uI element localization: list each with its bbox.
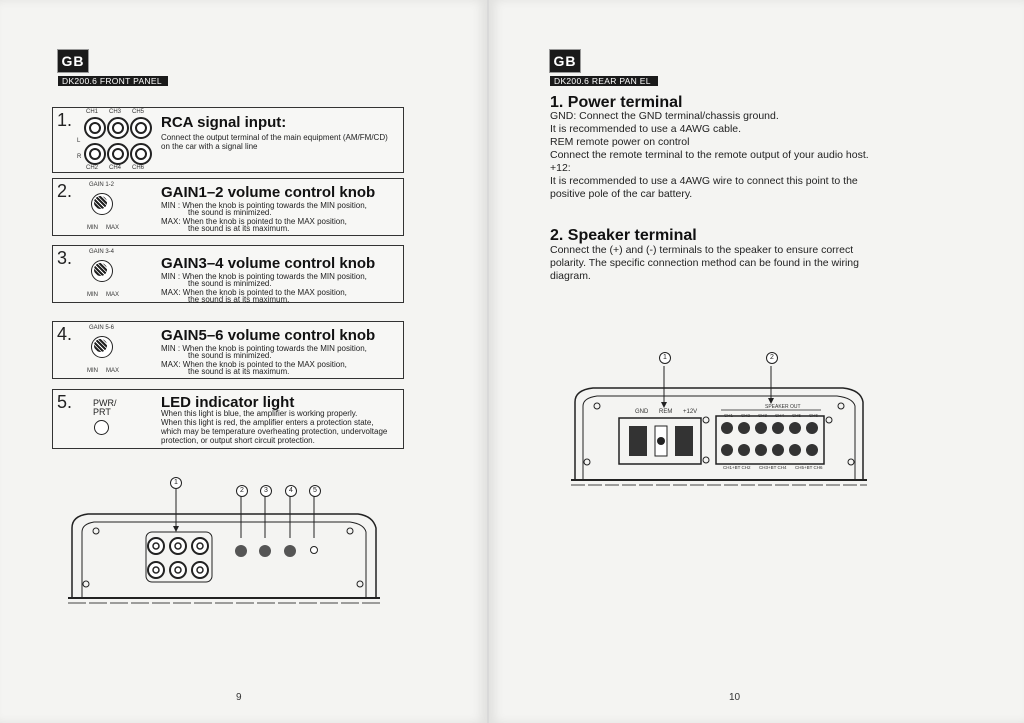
power-line-6: It is recommended to use a 4AWG wire to connect this point to the <box>550 175 858 187</box>
item-title: LED indicator light <box>161 394 295 411</box>
callout-3: 3 <box>260 485 272 497</box>
item-number: 4. <box>57 324 73 344</box>
gnd-label: GND <box>635 409 649 415</box>
power-line-5: +12: <box>550 162 571 174</box>
bridge-label-2: CH3+BT CH4 <box>759 465 787 470</box>
knob-min: MIN <box>87 292 98 298</box>
power-line-4: Connect the remote terminal to the remote output of your audio host. <box>550 149 869 161</box>
item-led-indicator <box>52 389 404 449</box>
page-number: 10 <box>729 692 741 703</box>
power-line-7: positive pole of the car battery. <box>550 188 693 200</box>
callout-1: 1 <box>170 477 182 489</box>
right-page <box>489 0 1024 723</box>
item-number: 1. <box>57 110 73 130</box>
item-number: 2. <box>57 181 73 201</box>
power-terminal-title: 1. Power terminal <box>550 94 683 111</box>
callout-5: 5 <box>309 485 321 497</box>
item-number: 5. <box>57 392 73 412</box>
rca-r-label: R <box>77 154 82 160</box>
bridge-label-1: CH1+BT CH2 <box>723 465 751 470</box>
speaker-line-3: diagram. <box>550 270 591 282</box>
section-label: DK200.6 FRONT PANEL <box>58 76 168 86</box>
gain-knob <box>91 193 113 215</box>
speaker-line-1: Connect the (+) and (-) terminals to the speaker to ensure correct <box>550 244 854 256</box>
max-line-2: the sound is at its maximum. <box>188 224 290 233</box>
max-line: MAX: When the knob is pointed to the MAX position, <box>161 217 347 226</box>
bridge-label-3: CH5+BT CH6 <box>795 465 823 470</box>
item-number: 3. <box>57 248 73 268</box>
speaker-ch-1: CH1 <box>724 413 734 418</box>
knob-label: GAIN 5-6 <box>89 325 115 331</box>
max-line: MAX: When the knob is pointed to the MAX position, <box>161 288 347 297</box>
knob-min: MIN <box>87 368 98 374</box>
knob-max: MAX <box>106 292 120 298</box>
section-label: DK200.6 REAR PAN EL <box>550 76 658 86</box>
speaker-out-label: SPEAKER OUT <box>765 404 801 410</box>
knob-max: MAX <box>106 225 120 231</box>
rear-panel-diagram <box>571 362 871 492</box>
min-line: MIN : When the knob is pointing towards the MIN position, <box>161 201 367 210</box>
ch-top-2: CH3 <box>109 109 122 115</box>
ch-bottom-3: CH6 <box>132 165 145 171</box>
speaker-ch-4: CH4 <box>775 413 785 418</box>
speaker-ch-2: CH2 <box>741 413 751 418</box>
led-body-1: When this light is blue, the amplifier is working properly. <box>161 409 358 418</box>
speaker-ch-5: CH5 <box>792 413 802 418</box>
ch-top-1: CH1 <box>86 109 99 115</box>
item-title: GAIN1–2 volume control knob <box>161 184 376 201</box>
min-line-2: the sound is minimized. <box>188 208 272 217</box>
knob-max: MAX <box>106 368 120 374</box>
led-body-2: When this light is red, the amplifier enters a protection state, <box>161 418 374 427</box>
led-body-3: which may be temperature overheating protection, undervoltage <box>161 427 388 436</box>
rca-jack <box>107 117 129 139</box>
led-label-1: PWR/ <box>93 398 117 408</box>
rca-jack <box>130 117 152 139</box>
power-line-1: GND: Connect the GND terminal/chassis ground. <box>550 110 779 122</box>
ch-bottom-2: CH4 <box>109 165 122 171</box>
min-line-2: the sound is minimized. <box>188 279 272 288</box>
rca-jack <box>130 143 152 165</box>
callout-2: 2 <box>236 485 248 497</box>
rca-jack <box>107 143 129 165</box>
power-line-2: It is recommended to use a 4AWG cable. <box>550 123 742 135</box>
callout-4: 4 <box>285 485 297 497</box>
gain-knob <box>91 260 113 282</box>
gb-badge: GB <box>58 50 88 72</box>
ch-top-3: CH5 <box>132 109 145 115</box>
speaker-terminal-title: 2. Speaker terminal <box>550 227 697 244</box>
left-page <box>0 0 487 723</box>
callout-2: 2 <box>766 352 778 364</box>
ch-bottom-1: CH2 <box>86 165 99 171</box>
rca-l-label: L <box>77 138 81 144</box>
rca-jack <box>84 143 106 165</box>
speaker-line-2: polarity. The specific connection method can be found in the wiring <box>550 257 859 269</box>
led-indicator-icon <box>94 420 109 435</box>
min-line-2: the sound is minimized. <box>188 351 272 360</box>
led-body-4: protection, or output short circuit protection. <box>161 436 315 445</box>
rem-label: REM <box>659 409 673 415</box>
knob-min: MIN <box>87 225 98 231</box>
item-gain-1-2 <box>52 178 404 236</box>
max-line-2: the sound is at its maximum. <box>188 367 290 376</box>
speaker-ch-3: CH3 <box>758 413 768 418</box>
front-panel-diagram <box>68 476 388 606</box>
item-title: RCA signal input: <box>161 114 287 131</box>
plus12-label: +12V <box>683 409 698 415</box>
min-line: MIN : When the knob is pointing towards the MIN position, <box>161 344 367 353</box>
item-rca-input <box>52 107 404 173</box>
min-line: MIN : When the knob is pointing towards the MIN position, <box>161 272 367 281</box>
max-line-2: the sound is at its maximum. <box>188 295 290 304</box>
speaker-ch-6: CH6 <box>809 413 819 418</box>
gain-knob <box>91 336 113 358</box>
rca-jack <box>84 117 106 139</box>
led-label-2: PRT <box>93 407 111 417</box>
knob-label: GAIN 1-2 <box>89 182 115 188</box>
item-body: Connect the output terminal of the main equipment (AM/FM/CD) on the car with a signal line <box>161 133 388 151</box>
gb-badge: GB <box>550 50 580 72</box>
power-line-3: REM remote power on control <box>550 136 690 148</box>
callout-1: 1 <box>659 352 671 364</box>
item-title: GAIN3–4 volume control knob <box>161 255 376 272</box>
max-line: MAX: When the knob is pointed to the MAX position, <box>161 360 347 369</box>
item-gain-3-4 <box>52 245 404 303</box>
knob-label: GAIN 3-4 <box>89 249 115 255</box>
item-title: GAIN5–6 volume control knob <box>161 327 376 344</box>
page-number: 9 <box>236 692 242 703</box>
item-gain-5-6 <box>52 321 404 379</box>
